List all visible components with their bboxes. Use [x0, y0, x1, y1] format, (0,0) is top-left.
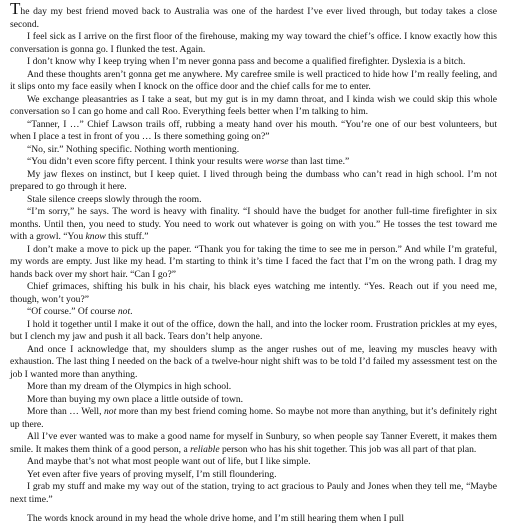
paragraph — [10, 431, 497, 456]
paragraph — [10, 381, 497, 394]
emphasis-text: know — [85, 231, 106, 242]
paragraph — [10, 0, 497, 31]
cut-off-line-text: The words knock around in my head the whole drive home, and I’m still hearing them when I pull — [27, 513, 404, 524]
paragraph-text: I hold it together until I make it out of the office, down the hall, and into the locker room. Frustration prickles at my eyes, but I clench my jaw and push it all back. Tears don’t help anyone. — [10, 318, 497, 342]
paragraph-text: Chief grimaces, shifting his bulk in his chair, his black eyes watching me intently. “Yes. Reach out if you need me, though, won’t you?” — [10, 281, 497, 305]
paragraph — [10, 281, 497, 306]
paragraph-text: person who has his shit together. This job was all part of that plan. — [219, 443, 477, 455]
drop-cap: T — [10, 0, 21, 18]
paragraph-text: “Of course.” Of course — [27, 306, 118, 317]
paragraph — [10, 306, 497, 319]
paragraph-text: All I’ve ever wanted was to make a good name for myself in Sunbury, so when people say Tanner Everett, it makes them smile. It makes them think of a good person, a — [10, 431, 497, 455]
paragraph — [10, 144, 497, 157]
paragraph-text: We exchange pleasantries as I take a seat, but my gut is in my damn throat, and I kinda wish we could skip this whole conversation so I can go home and call Roo. Everything feels better when I’m talking to him. — [10, 93, 497, 117]
paragraph-text: “I’m sorry,” he says. The word is heavy with finality. “I should have the budget for another full-time firefighter in six months. Until then, you need to study. You need to work out whatever is going on with you.” He tosses the test toward me with a growl. “You — [10, 206, 497, 242]
paragraph — [10, 206, 497, 244]
paragraph-text: Stale silence creeps slowly through the room. — [27, 193, 202, 205]
cut-off-line — [10, 513, 497, 526]
paragraph — [10, 169, 497, 194]
paragraph-text: I grab my stuff and make my way out of the station, trying to act gracious to Pauly and Jones when they tell me, “Maybe next time.” — [10, 481, 497, 505]
emphasis-text: not — [103, 406, 117, 417]
paragraph — [10, 244, 497, 282]
paragraph-text: Yet even after five years of proving myself, I’m still floundering. — [27, 468, 277, 480]
paragraph — [10, 481, 497, 506]
paragraph-text: More than my dream of the Olympics in high school. — [27, 381, 232, 392]
paragraph — [10, 31, 497, 56]
paragraph — [10, 69, 497, 94]
paragraph-text: I feel sick as I arrive on the first floor of the firehouse, making my way toward the chief’s office. I know exactly how this conversation is gonna go. I flunked the test. Again. — [10, 31, 497, 55]
emphasis-text: reliable — [190, 443, 220, 455]
emphasis-text: worse — [265, 156, 289, 167]
paragraph — [10, 119, 497, 144]
paragraph — [10, 344, 497, 382]
paragraph — [10, 394, 497, 407]
paragraph-text: More than … Well, — [27, 406, 104, 417]
paragraph-text: And maybe that’s not what most people want out of life, but I like simple. — [27, 456, 311, 467]
paragraph-text: My jaw flexes on instinct, but I keep quiet. I lived through being the dumbass who can’t read in high school. I’m not prepared to go through it here. — [10, 168, 497, 192]
paragraph — [10, 469, 497, 482]
paragraph-text: I don’t know why I keep trying when I’m never gonna pass and become a qualified firefighter. Dyslexia is a bitch. — [27, 56, 466, 67]
paragraph-text: than last time.” — [288, 156, 350, 167]
paragraph-text: . — [130, 306, 133, 317]
paragraph — [10, 319, 497, 344]
paragraph — [10, 156, 497, 169]
paragraph-text: more than my best friend coming home. So maybe not more than anything, but it’s definitely right up there. — [10, 406, 497, 430]
chapter-text — [10, 0, 497, 506]
paragraph-text: And these thoughts aren’t gonna get me anywhere. My carefree smile is well practiced to hide how I’m really feeling, and it slips onto my face easily when I knock on the office door and the chief calls for me to enter. — [10, 68, 497, 92]
paragraph — [10, 56, 497, 69]
paragraph — [10, 406, 497, 431]
paragraph — [10, 456, 497, 469]
paragraph-text: this stuff.” — [105, 231, 149, 242]
paragraph-text: “Tanner, I …” Chief Lawson trails off, rubbing a meaty hand over his mouth. “You’re one of our best volunteers, but when I place a test in front of you … Is there something going on?” — [10, 118, 497, 142]
paragraph-text: he day my best friend moved back to Australia was one of the hardest I’ve ever lived through, but today takes a close second. — [10, 6, 497, 30]
paragraph-text: And once I acknowledge that, my shoulders slump as the anger rushes out of me, leaving my muscles heavy with exhaustion. The last thing I needed on the back of a twelve-hour night shift was to be told I’d failed my assessment test on the job I wanted more than anything. — [10, 343, 497, 380]
emphasis-text: not — [117, 306, 131, 317]
paragraph-text: I don’t make a move to pick up the paper. “Thank you for taking the time to see me in person.” And while I’m grateful, my words are empty. Just like my head. I’m starting to think it’s time I faced the fact that I’m on the wrong path. I drag my hands back over my short hair. “Can I go?” — [10, 243, 497, 280]
paragraph-text: More than buying my own place a little outside of town. — [27, 393, 244, 405]
paragraph-text: “You didn’t even score fifty percent. I think your results were — [27, 156, 266, 167]
paragraph — [10, 94, 497, 119]
paragraph — [10, 194, 497, 207]
paragraph-text: “No, sir.” Nothing specific. Nothing worth mentioning. — [27, 143, 240, 155]
